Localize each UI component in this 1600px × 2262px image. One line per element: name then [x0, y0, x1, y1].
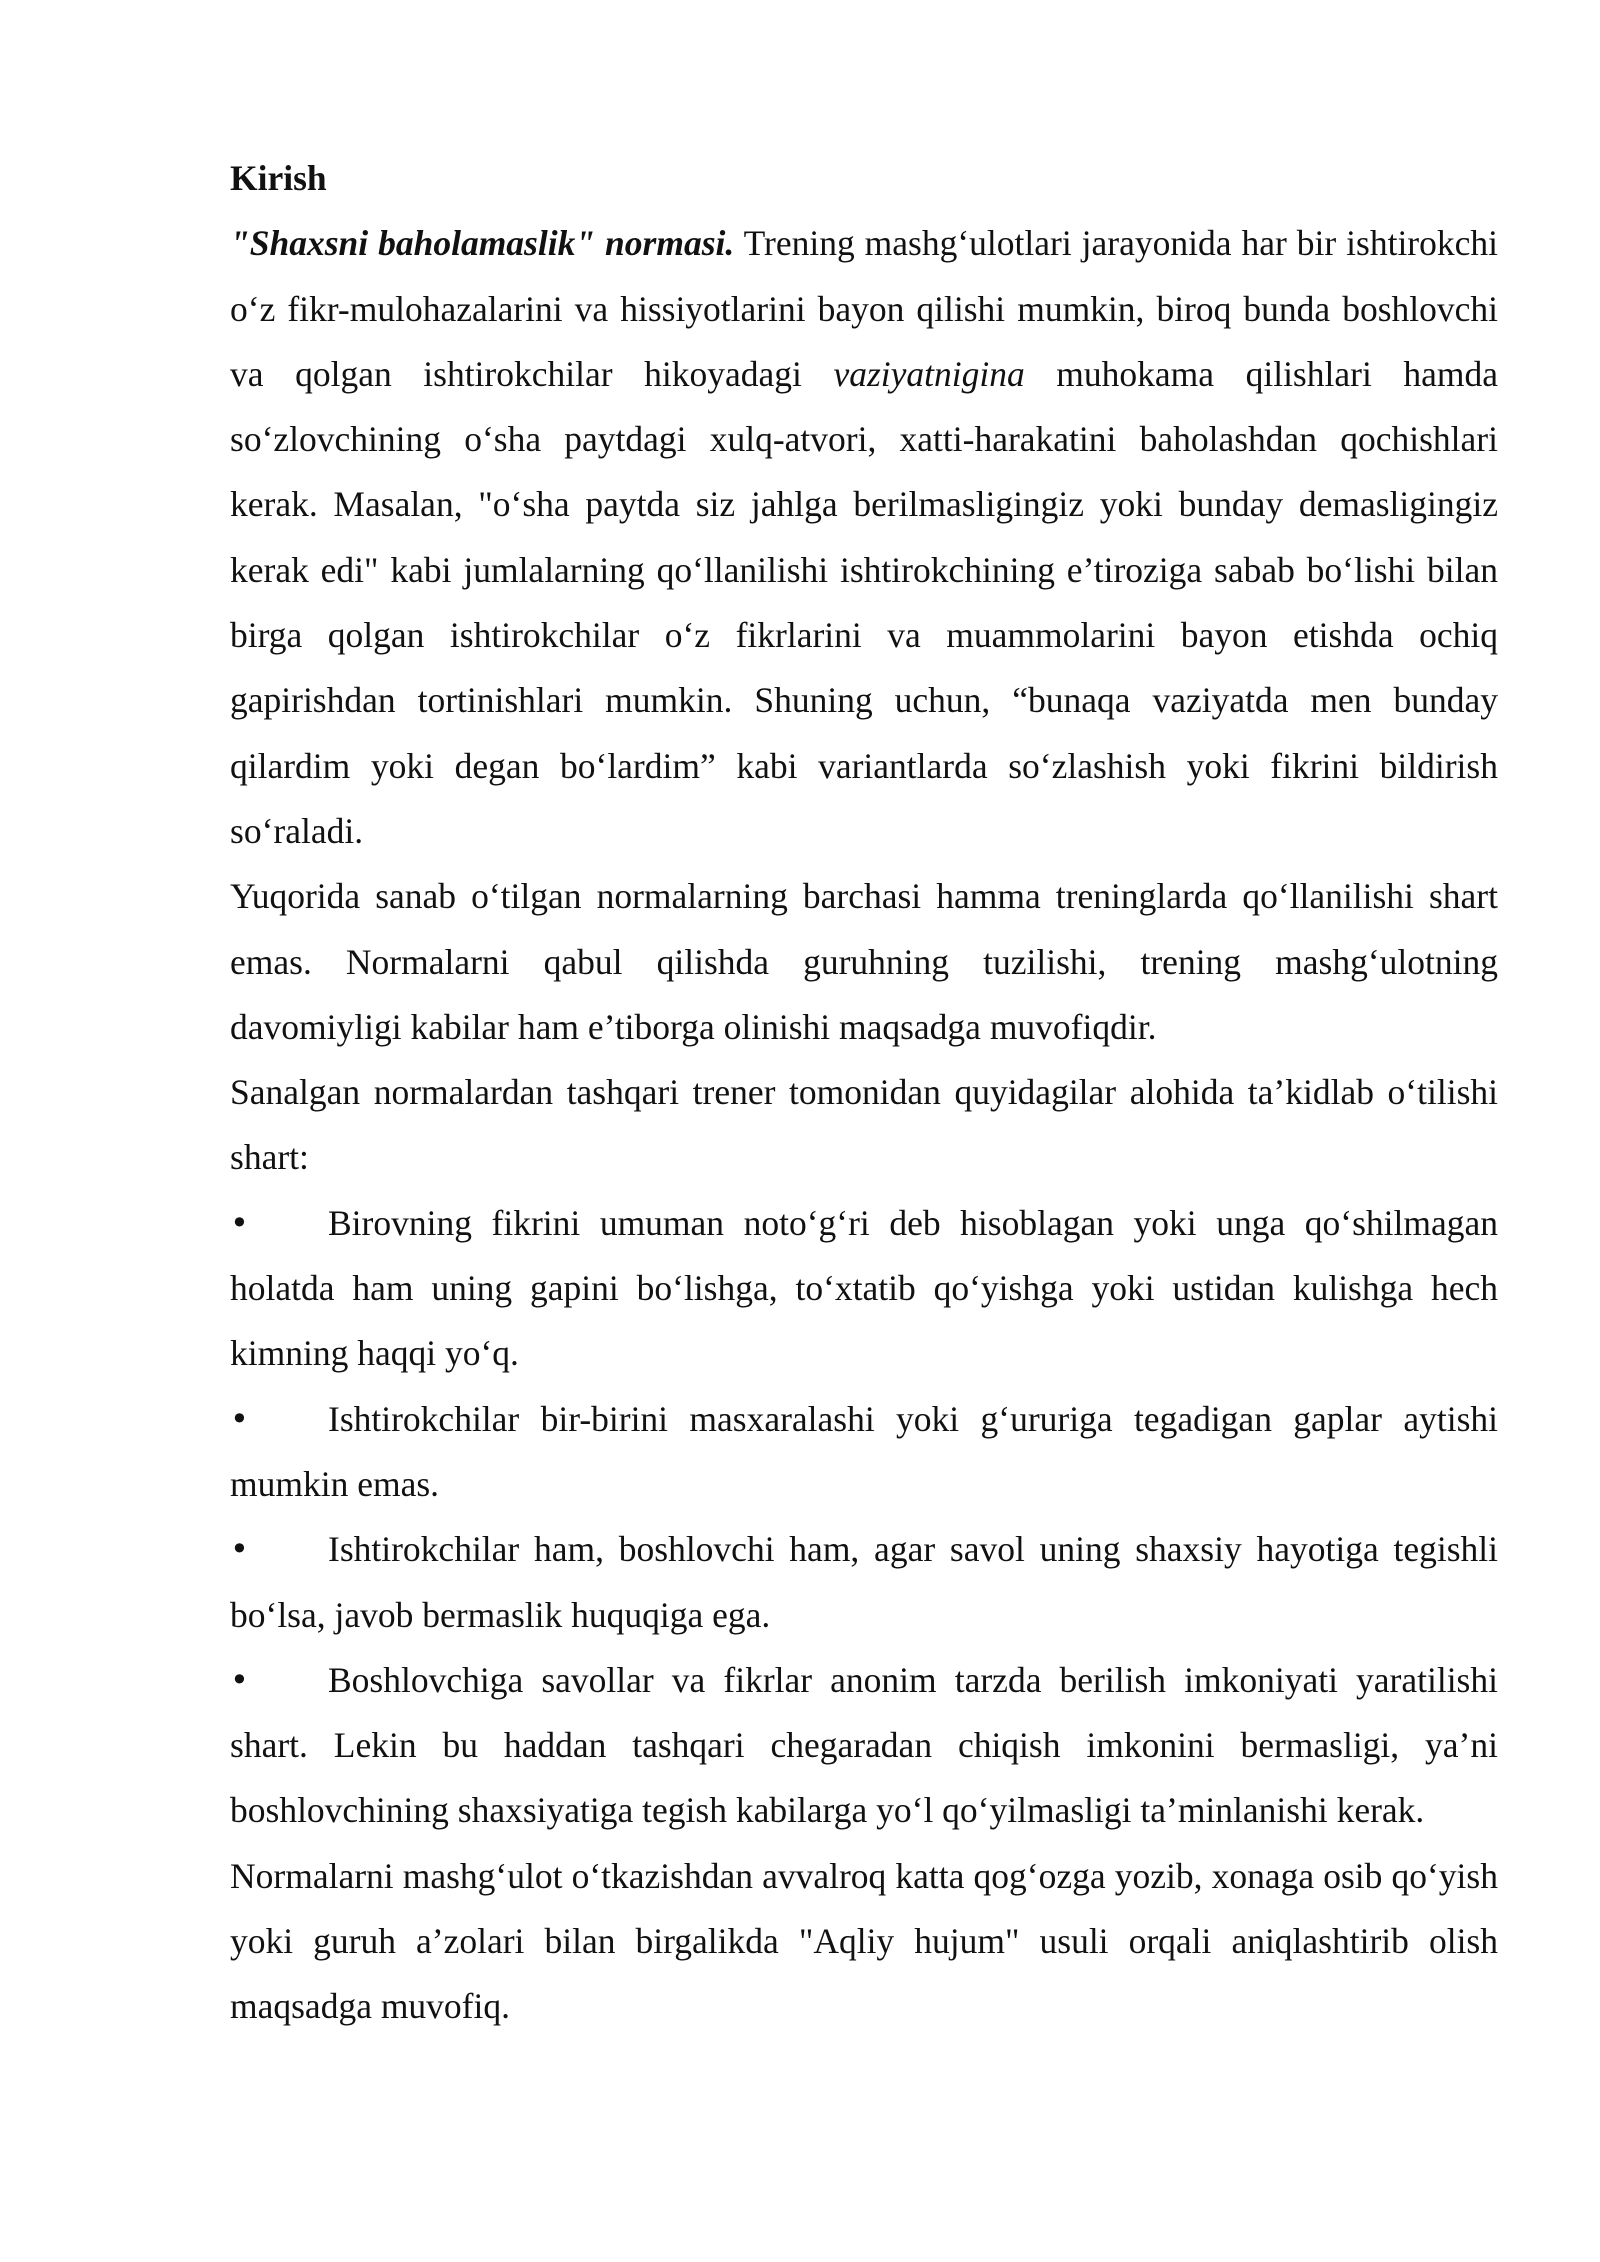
list-item-text: Ishtirokchilar ham, boshlovchi ham, agar savol uning shaxsiy hayotiga tegishli bo‘lsa, javob bermaslik huquqiga ega. [230, 1529, 1498, 1635]
paragraph-4: Normalarni mashg‘ulot o‘tkazishdan avvalroq katta qog‘ozga yozib, xonaga osib qo‘yish yoki guruh a’zolari bilan birgalikda "Aqliy hujum" usuli orqali aniqlashtirib olish maqsadga muvofiq. [230, 1855, 1498, 2027]
intro-paragraph [230, 211, 1498, 864]
list-item [230, 1387, 1498, 1518]
list-item-text: Boshlovchiga savollar va fikrlar anonim tarzda berilish imkoniyati yaratilishi shart. Lekin bu haddan tashqari chegaradan chiqish imkonini bermasligi, ya’ni boshlovchining shaxsiyatiga tegish kabilarga yo‘l qo‘yilmasligi ta’minlanishi kerak. [230, 1659, 1498, 1831]
intro-text-part1: Trening mashg‘ulotlari jarayonida har bir ishtirokchi o‘z fikr-mulohazalarini va hissiyotlarini bayon qilishi mumkin, biroq bunda boshlovchi va qolgan ishtirokchilar hikoyadagi [230, 223, 1499, 394]
bullet-icon: • [230, 1530, 249, 1569]
intro-italic-word: vaziyatnigina [833, 353, 1025, 394]
list-item [230, 1191, 1498, 1387]
list-item [230, 1517, 1498, 1648]
bullet-icon: • [230, 1399, 249, 1438]
paragraph-2: Yuqorida sanab o‘tilgan normalarning barchasi hamma treninglarda qo‘llanilishi shart emas. Normalarni qabul qilishda guruhning tuzilishi, trening mashg‘ulotning davomiyligi kabilar ham e’tiborga olinishi maqsadga muvofiqdir. [230, 876, 1498, 1047]
intro-text-part2: muhokama qilishlari hamda so‘zlovchining o‘sha paytdagi xulq-atvori, xatti-harakatini baholashdan qochishlari kerak. Masalan, "o‘sha paytda siz jahlga berilmasligingiz yoki bunday demasligingiz kerak edi" kabi jumlalarning qo‘llanilishi ishtirokchining e’tiroziga sabab bo‘lishi bilan birga qolgan ishtirokchilar o‘z fikrlarini va muammolarini bayon etishda ochiq gapirishdan tortinishlari mumkin. Shuning uchun, “bunaqa vaziyatda men bunday qilardim yoki degan bo‘lardim” kabi variantlarda so‘zlashish yoki fikrini bildirish so‘raladi. [230, 353, 1499, 851]
bullet-icon: • [230, 1203, 249, 1242]
document-page [230, 146, 1498, 2040]
norm-title: "Shaxsni baholamaslik" normasi. [230, 223, 735, 264]
section-heading: Kirish [230, 158, 327, 198]
paragraph-3: Sanalgan normalardan tashqari trener tomonidan quyidagilar alohida ta’kidlab o‘tilishi shart: [230, 1072, 1498, 1178]
list-item-text: Birovning fikrini umuman noto‘g‘ri deb hisoblagan yoki unga qo‘shilmagan holatda ham uning gapini bo‘lishga, to‘xtatib qo‘yishga yoki ustidan kulishga hech kimning haqqi yo‘q. [230, 1202, 1498, 1374]
bullet-icon: • [230, 1660, 249, 1699]
list-item-text: Ishtirokchilar bir-birini masxaralashi yoki g‘ururiga tegadigan gaplar aytishi mumkin emas. [230, 1398, 1498, 1504]
list-item [230, 1648, 1498, 1844]
